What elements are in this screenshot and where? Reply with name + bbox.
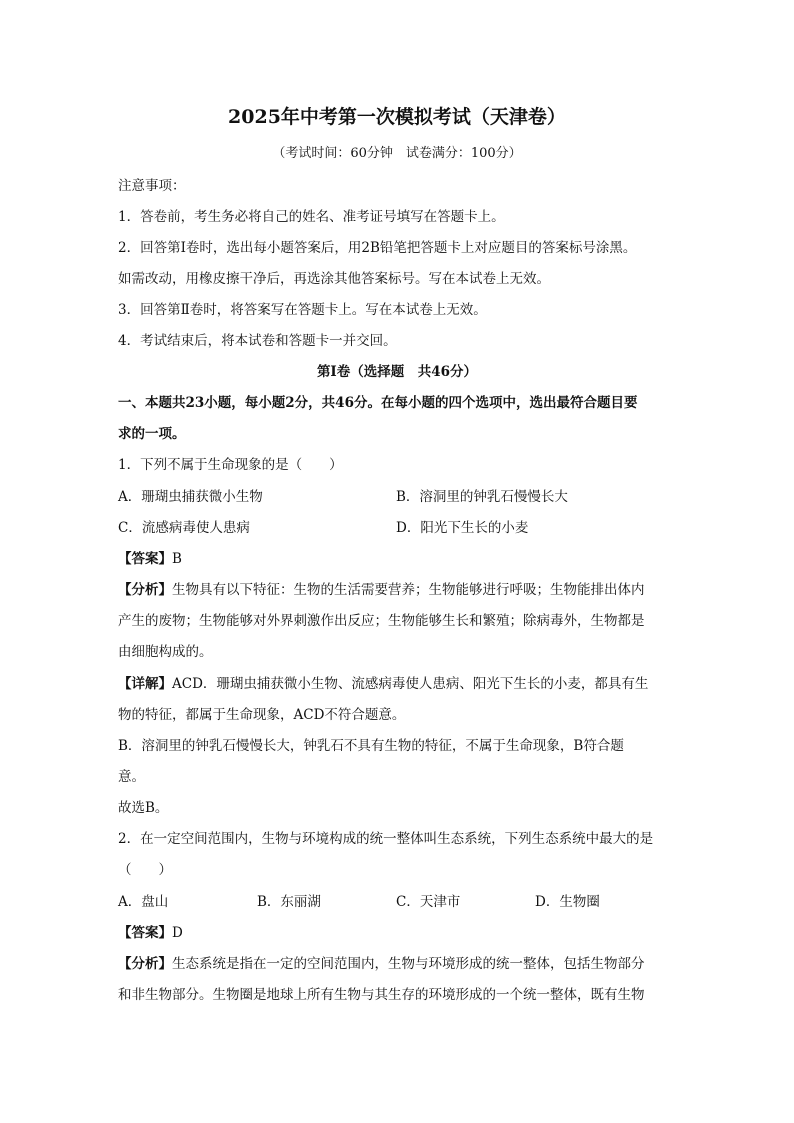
section-intro-line1: 一、本题共23小题，每小题2分，共46分。在每小题的四个选项中，选出最符合题目要 (118, 395, 638, 411)
q1-option-a: A．珊瑚虫捕获微小生物 (118, 489, 263, 505)
analysis-tag: 【分析】 (118, 956, 172, 972)
answer-value: D (172, 925, 183, 941)
notice-heading: 注意事项： (118, 178, 186, 194)
q1-detail-line3: B．溶洞里的钟乳石慢慢长大，钟乳石不具有生物的特征，不属于生命现象，B符合题 (118, 738, 624, 754)
q2-stem-line1: 2．在一定空间范围内，生物与环境构成的统一整体叫生态系统，下列生态系统中最大的是 (118, 831, 654, 847)
q1-conclusion: 故选B。 (118, 800, 169, 816)
q2-answer (118, 924, 688, 942)
notice-item-2-cont: 如需改动，用橡皮擦干净后，再选涂其他答案标号。写在本试卷上无效。 (118, 271, 550, 287)
notice-item-2: 2．回答第Ⅰ卷时，选出每小题答案后，用2B铅笔把答题卡上对应题目的答案标号涂黑。 (118, 240, 637, 256)
detail-tag: 【详解】 (118, 676, 172, 692)
notice-item-1: 1．答卷前，考生务必将自己的姓名、准考证号填写在答题卡上。 (118, 209, 505, 225)
q1-answer (118, 550, 688, 568)
q1-stem: 1．下列不属于生命现象的是（ ） (118, 457, 343, 473)
answer-value: B (172, 551, 182, 567)
notice-item-4: 4．考试结束后，将本试卷和答题卡一并交回。 (118, 333, 397, 349)
answer-tag: 【答案】 (118, 925, 172, 941)
analysis-tag: 【分析】 (118, 582, 172, 598)
notice-item-3: 3．回答第Ⅱ卷时，将答案写在答题卡上。写在本试卷上无效。 (118, 302, 487, 318)
q2-analysis-line2: 和非生物部分。生物圈是地球上所有生物与其生存的环境形成的一个统一整体，既有生物 (118, 987, 645, 1003)
answer-tag: 【答案】 (118, 551, 172, 567)
q1-option-d: D．阳光下生长的小麦 (396, 520, 529, 536)
q2-option-b: B．东丽湖 (257, 894, 321, 910)
q1-option-c: C．流感病毒使人患病 (118, 520, 250, 536)
analysis-text: 生态系统是指在一定的空间范围内，生物与环境形成的统一整体，包括生物部分 (172, 956, 645, 972)
q1-option-b: B．溶洞里的钟乳石慢慢长大 (396, 489, 568, 505)
analysis-text: 生物具有以下特征：生物的生活需要营养；生物能够进行呼吸；生物能排出体内 (172, 582, 645, 598)
q1-analysis-line1 (118, 581, 688, 599)
q2-stem-line2: （ ） (118, 862, 172, 878)
q2-option-a: A．盘山 (118, 894, 169, 910)
q2-analysis-line1 (118, 955, 688, 973)
q1-analysis-line2: 产生的废物；生物能够对外界刺激作出反应；生物能够生长和繁殖；除病毒外，生物都是 (118, 613, 645, 629)
q2-option-c: C．天津市 (396, 894, 461, 910)
exam-subtitle: （考试时间：60分钟 试卷满分：100分） (272, 146, 522, 161)
detail-text: ACD．珊瑚虫捕获微小生物、流感病毒使人患病、阳光下生长的小麦，都具有生 (172, 676, 649, 692)
section-intro-line2: 求的一项。 (118, 426, 186, 442)
q2-option-d: D．生物圈 (535, 894, 600, 910)
q1-detail-line2: 物的特征，都属于生命现象，ACD不符合题意。 (118, 707, 406, 723)
section-title: 第Ⅰ卷（选择题 共46分） (316, 364, 478, 380)
exam-title: 2025年中考第一次模拟考试（天津卷） (228, 106, 566, 128)
q1-analysis-line3: 由细胞构成的。 (118, 644, 213, 660)
q1-detail-line4: 意。 (118, 769, 145, 785)
q1-detail-line1 (118, 675, 688, 693)
